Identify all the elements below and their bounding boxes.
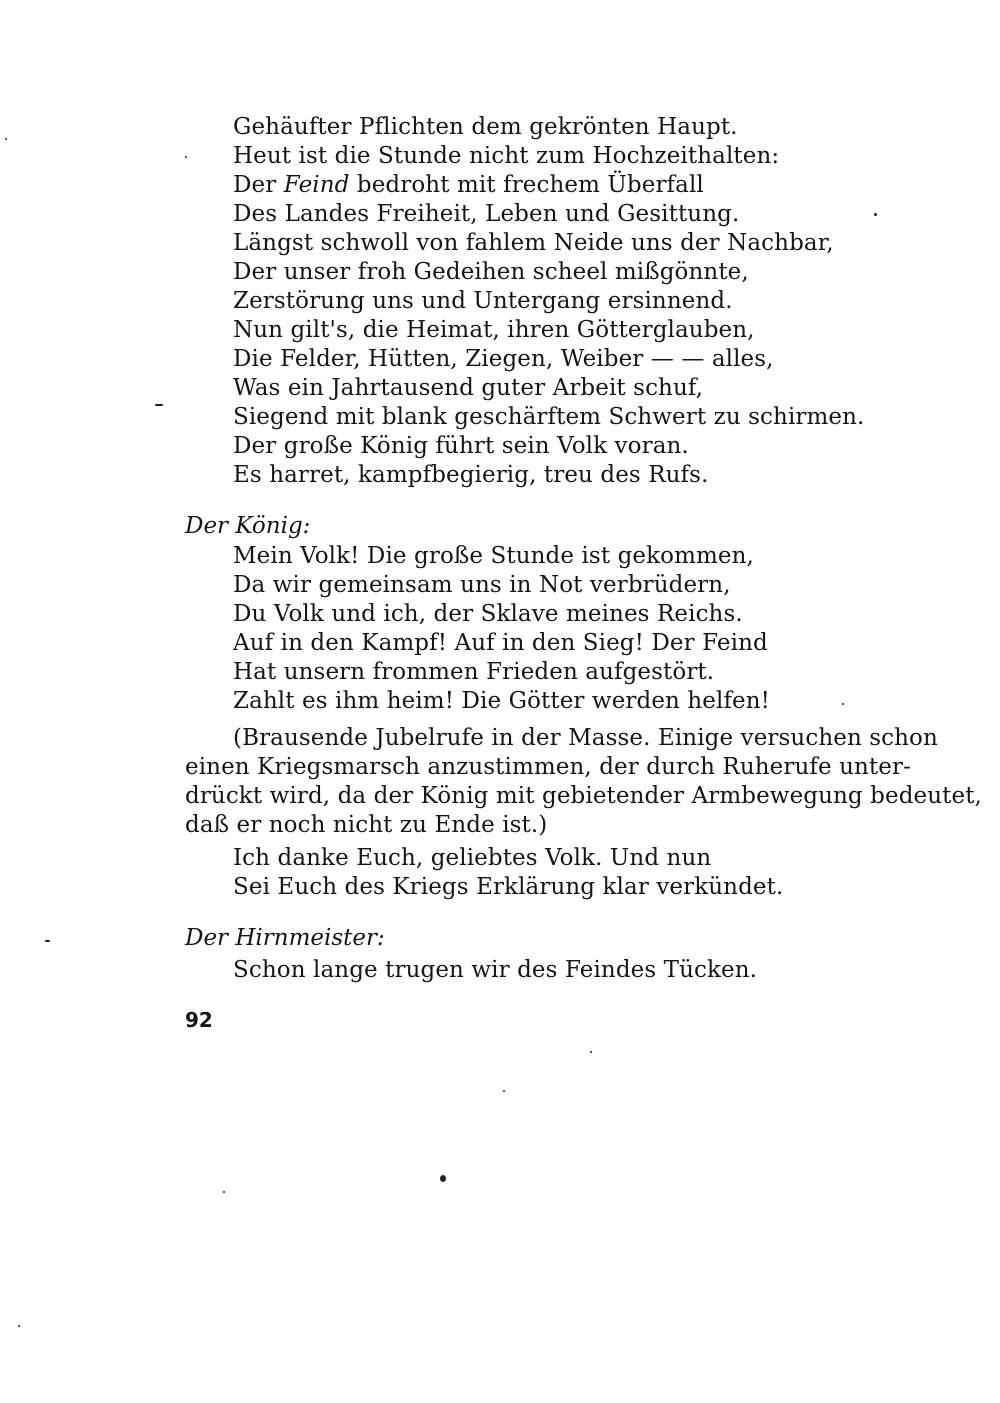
verse-line: Da wir gemeinsam uns in Not verbrüdern,: [233, 572, 731, 598]
scan-speck: [223, 1191, 225, 1193]
verse-line: Hat unsern frommen Frieden aufgestört.: [233, 659, 715, 685]
verse-text: bedroht mit frechem Überfall: [349, 172, 704, 198]
verse-line: Der unser froh Gedeihen scheel mißgönnte,: [233, 259, 749, 285]
scan-speck: [5, 138, 7, 140]
verse-line: Heut ist die Stunde nicht zum Hochzeithalten:: [233, 143, 780, 169]
stage-direction-line: daß er noch nicht zu Ende ist.): [185, 812, 548, 838]
verse-line: Gehäufter Pflichten dem gekrönten Haupt.: [233, 114, 738, 140]
scan-speck: [503, 1090, 505, 1092]
speaker-heading: Der Hirnmeister:: [185, 925, 385, 951]
emphasized-word: Feind: [283, 172, 350, 198]
scan-speck: [45, 940, 50, 942]
speaker-heading: Der König:: [185, 513, 311, 539]
verse-text: Der: [233, 172, 284, 198]
verse-line: [233, 171, 704, 200]
stage-direction-line: drückt wird, da der König mit gebietender Armbewegung bedeutet,: [185, 783, 982, 809]
scan-speck: [874, 213, 877, 216]
verse-line: Mein Volk! Die große Stunde ist gekommen,: [233, 543, 754, 569]
scan-speck: [590, 1051, 592, 1053]
verse-line: Sei Euch des Kriegs Erklärung klar verkündet.: [233, 874, 784, 900]
verse-line: Schon lange trugen wir des Feindes Tücken.: [233, 957, 758, 983]
scan-speck: [185, 156, 187, 158]
verse-line: Längst schwoll von fahlem Neide uns der Nachbar,: [233, 230, 834, 256]
page-number: 92: [185, 1008, 213, 1032]
verse-line: Es harret, kampfbegierig, treu des Rufs.: [233, 462, 709, 488]
scan-speck: [440, 1175, 446, 1182]
stage-direction-line: einen Kriegsmarsch anzustimmen, der durch Ruherufe unter-: [185, 754, 911, 780]
verse-line: Die Felder, Hütten, Ziegen, Weiber — — alles,: [233, 346, 774, 372]
scan-speck: [155, 404, 163, 406]
scan-speck: [18, 1325, 20, 1327]
verse-line: Siegend mit blank geschärftem Schwert zu schirmen.: [233, 404, 865, 430]
verse-line: Zerstörung uns und Untergang ersinnend.: [233, 288, 733, 314]
scan-speck: [842, 703, 844, 705]
verse-line: Auf in den Kampf! Auf in den Sieg! Der Feind: [233, 630, 768, 656]
verse-line: Der große König führt sein Volk voran.: [233, 433, 689, 459]
verse-line: Was ein Jahrtausend guter Arbeit schuf,: [233, 375, 704, 401]
verse-line: Zahlt es ihm heim! Die Götter werden helfen!: [233, 688, 771, 714]
verse-line: Des Landes Freiheit, Leben und Gesittung.: [233, 201, 740, 227]
verse-line: Nun gilt's, die Heimat, ihren Götterglauben,: [233, 317, 755, 343]
stage-direction-line: (Brausende Jubelrufe in der Masse. Einige versuchen schon: [233, 725, 938, 751]
verse-line: Ich danke Euch, geliebtes Volk. Und nun: [233, 845, 712, 871]
verse-line: Du Volk und ich, der Sklave meines Reichs.: [233, 601, 743, 627]
